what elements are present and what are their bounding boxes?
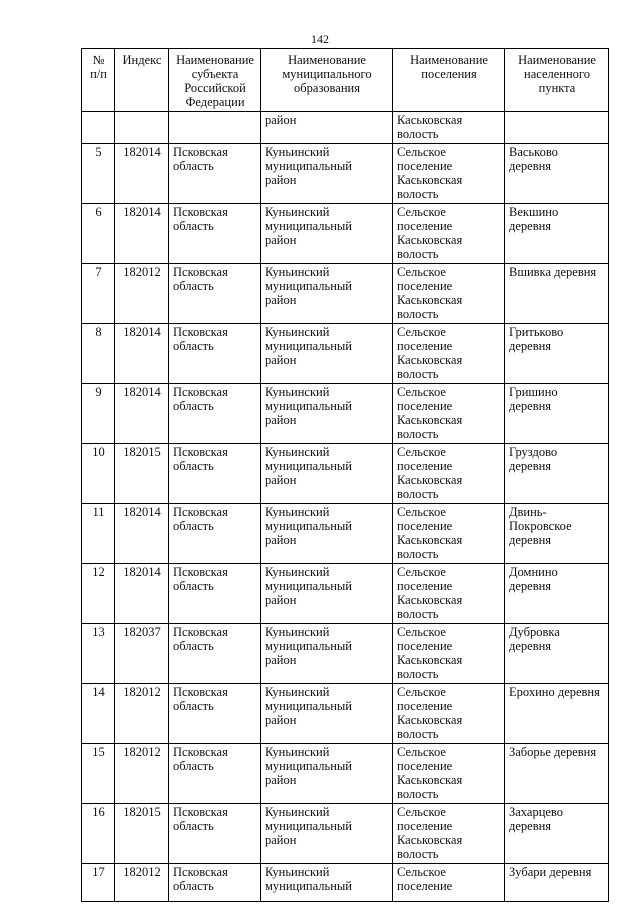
cell-num: 10 [82,444,115,504]
cell-index: 182014 [115,504,169,564]
table-row [82,624,609,684]
cell-subject [169,112,261,144]
cell-locality: Ерохино деревня [505,684,609,744]
cell-settlement: Сельское поселение Каськовская волость [393,144,505,204]
cell-municipality: Куньинский муниципальный район [261,444,393,504]
cell-num: 16 [82,804,115,864]
cell-num: 13 [82,624,115,684]
cell-index: 182012 [115,264,169,324]
cell-index: 182014 [115,564,169,624]
cell-municipality: Куньинский муниципальный район [261,684,393,744]
cell-index: 182012 [115,684,169,744]
cell-settlement: Сельское поселение Каськовская волость [393,624,505,684]
header-index: Индекс [115,49,169,112]
table-row [82,144,609,204]
cell-settlement: Сельское поселение Каськовская волость [393,564,505,624]
cell-subject: Псковская область [169,504,261,564]
table-header-row [82,49,609,112]
cell-settlement: Сельское поселение Каськовская волость [393,264,505,324]
cell-num: 7 [82,264,115,324]
cell-index: 182012 [115,744,169,804]
cell-locality: Гришино деревня [505,384,609,444]
cell-index: 182037 [115,624,169,684]
cell-num: 5 [82,144,115,204]
cell-municipality: Куньинский муниципальный район [261,144,393,204]
page-number: 142 [311,32,329,46]
cell-subject: Псковская область [169,744,261,804]
cell-subject: Псковская область [169,264,261,324]
cell-locality: Васьково деревня [505,144,609,204]
table-row [82,444,609,504]
cell-municipality: Куньинский муниципальный [261,864,393,902]
table-row [82,204,609,264]
cell-settlement: Сельское поселение [393,864,505,902]
cell-municipality: Куньинский муниципальный район [261,324,393,384]
cell-settlement: Сельское поселение Каськовская волость [393,384,505,444]
table-row [82,112,609,144]
cell-index: 182015 [115,444,169,504]
header-locality: Наименование населенного пункта [505,49,609,112]
cell-index: 182014 [115,204,169,264]
table-row [82,384,609,444]
cell-settlement: Сельское поселение Каськовская волость [393,204,505,264]
cell-locality: Вшивка деревня [505,264,609,324]
cell-index: 182012 [115,864,169,902]
cell-municipality: Куньинский муниципальный район [261,204,393,264]
cell-subject: Псковская область [169,804,261,864]
cell-settlement: Сельское поселение Каськовская волость [393,684,505,744]
cell-locality: Зубари деревня [505,864,609,902]
cell-locality: Домнино деревня [505,564,609,624]
cell-index [115,112,169,144]
cell-num: 6 [82,204,115,264]
table-row [82,324,609,384]
cell-num: 11 [82,504,115,564]
cell-num: 14 [82,684,115,744]
cell-num: 15 [82,744,115,804]
cell-locality: Захарцево деревня [505,804,609,864]
cell-settlement: Сельское поселение Каськовская волость [393,744,505,804]
cell-index: 182014 [115,324,169,384]
cell-municipality: район [261,112,393,144]
table-row [82,564,609,624]
cell-settlement: Сельское поселение Каськовская волость [393,444,505,504]
header-subject: Наименование субъекта Российской Федерации [169,49,261,112]
settlements-table [81,48,609,902]
cell-municipality: Куньинский муниципальный район [261,264,393,324]
cell-municipality: Куньинский муниципальный район [261,564,393,624]
cell-index: 182014 [115,384,169,444]
cell-municipality: Куньинский муниципальный район [261,804,393,864]
table-row [82,504,609,564]
cell-locality: Дубровка деревня [505,624,609,684]
table-body [82,112,609,902]
cell-locality [505,112,609,144]
cell-municipality: Куньинский муниципальный район [261,384,393,444]
cell-subject: Псковская область [169,624,261,684]
cell-num: 8 [82,324,115,384]
cell-num: 9 [82,384,115,444]
cell-municipality: Куньинский муниципальный район [261,624,393,684]
cell-locality: Векшино деревня [505,204,609,264]
cell-subject: Псковская область [169,684,261,744]
header-municipality: Наименование муниципального образования [261,49,393,112]
header-num: № п/п [82,49,115,112]
header-settlement: Наименование поселения [393,49,505,112]
cell-subject: Псковская область [169,204,261,264]
table-row [82,864,609,902]
cell-locality: Гритьково деревня [505,324,609,384]
cell-subject: Псковская область [169,144,261,204]
cell-settlement: Каськовская волость [393,112,505,144]
cell-locality: Двинь- Покровское деревня [505,504,609,564]
cell-subject: Псковская область [169,564,261,624]
cell-index: 182014 [115,144,169,204]
cell-municipality: Куньинский муниципальный район [261,744,393,804]
table-row [82,744,609,804]
cell-num [82,112,115,144]
cell-subject: Псковская область [169,384,261,444]
cell-subject: Псковская область [169,864,261,902]
cell-settlement: Сельское поселение Каськовская волость [393,804,505,864]
cell-locality: Заборье деревня [505,744,609,804]
table-row [82,804,609,864]
cell-index: 182015 [115,804,169,864]
cell-settlement: Сельское поселение Каськовская волость [393,324,505,384]
cell-num: 12 [82,564,115,624]
cell-num: 17 [82,864,115,902]
cell-settlement: Сельское поселение Каськовская волость [393,504,505,564]
cell-locality: Груздово деревня [505,444,609,504]
table-row [82,264,609,324]
table-row [82,684,609,744]
cell-subject: Псковская область [169,324,261,384]
cell-municipality: Куньинский муниципальный район [261,504,393,564]
cell-subject: Псковская область [169,444,261,504]
